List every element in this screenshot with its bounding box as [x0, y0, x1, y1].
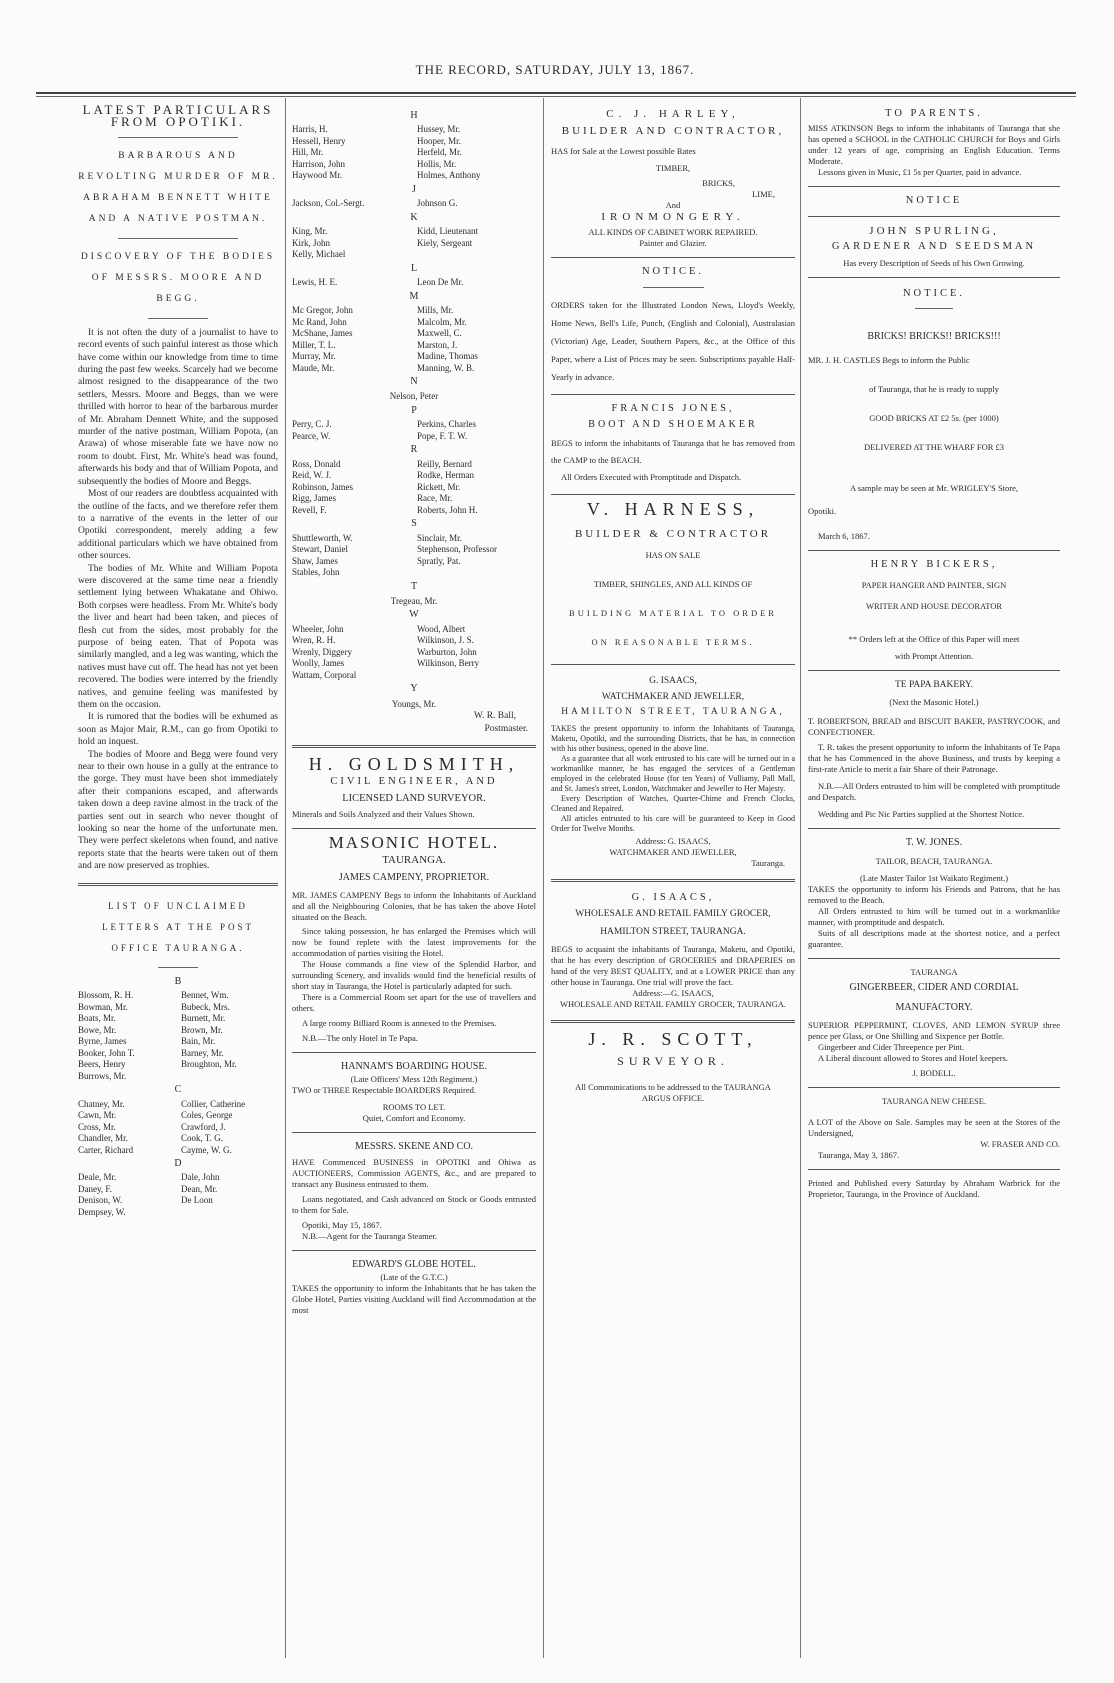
letter-name-entry: Dean, Mr. — [181, 1183, 218, 1194]
letter-name-entry: Dempsey, W. — [78, 1206, 126, 1217]
letter-name-entry: Kirk, John — [292, 237, 330, 248]
letter-name-entry: Miller, T. L. — [292, 339, 336, 350]
article-paragraph: It is not often the duty of a journalist to have to record events of such painful interest as those which have come within our knowledge from time to time during the past few weeks. Scarcely had we become almost resigned to the disappearance of the two settlers, Messrs. Moore and Beggs, than we were thrilled with horror to hear of the barbarous murder of Mr. Abraham Dennett White, and the supposed murder of the native postman, William Popota, (an Arawa) of whose miserable fate we have now no room to doubt. First, Mr. White's head was found, afterwards his body and that of William Popota, and subsequently the bodies of Moore and Beggs. — [78, 327, 278, 487]
isaacs-text: Every Description of Watches, Quarter-Chime and French Clocks, Cleaned and Repaired. — [551, 794, 795, 814]
letter-name-entry: Hessell, Henry — [292, 135, 346, 146]
letter-name-entry: Perkins, Charles — [417, 419, 476, 430]
globe-text: TAKES the opportunity to inform the Inhabitants that he has taken the Globe Hotel, Parties visiting Auckland will find Accommodation at the most — [292, 1282, 536, 1315]
goldsmith-text: Minerals and Soils Analyzed and their Values Shown. — [292, 809, 475, 820]
column-2 — [292, 108, 536, 1316]
article-paragraph: It is rumored that the bodies will be exhumed as soon as Major Mair, R.M., can go from Opotiki to hold an inquest. — [78, 712, 278, 748]
harley-item: ALL KINDS OF CABINET WORK REPAIRED. — [588, 227, 758, 238]
letter-name-entry — [417, 567, 536, 579]
masthead-rule — [36, 92, 1076, 94]
letter-name-entry: Wattam, Corporal — [292, 669, 357, 680]
spurling-trade: GARDENER AND SEEDSMAN — [831, 241, 1037, 253]
letter-heading: Y — [410, 683, 418, 695]
masonic-proprietor: JAMES CAMPENY, PROPRIETOR. — [338, 871, 490, 883]
letter-name-entry: Wheeler, John — [292, 623, 344, 634]
letter-name-entry: Denison, W. — [78, 1195, 123, 1206]
letter-name-entry: Coles, George — [181, 1110, 233, 1120]
letter-name-entry: Boats, Mr. — [78, 1013, 116, 1024]
letter-name-entry: Rickett, Mr. — [417, 481, 461, 492]
letter-name-entry: Jackson, Col.-Sergt. — [292, 198, 365, 209]
bakery-text: N.B.—All Orders entrusted to him will be completed with promptitude and Despatch. — [808, 781, 1060, 803]
letter-name-entry: Barney, Mr. — [181, 1047, 224, 1058]
letter-name-entry: Hill, Mr. — [292, 147, 324, 158]
harness-text: BUILDING MATERIAL TO ORDER — [569, 608, 777, 619]
names-list — [292, 390, 536, 402]
letter-name-entry: Blossom, R. H. — [78, 990, 134, 1001]
column-4 — [808, 108, 1060, 1200]
masonic-title: MASONIC HOTEL. — [328, 833, 500, 853]
letter-name-entry: McShane, James — [292, 328, 353, 339]
masonic-text: A large roomy Billiard Room is annexed to the Premises. — [302, 1018, 497, 1029]
letter-name-entry: King, Mr. — [292, 226, 328, 237]
isaacs-text: As a guarantee that all work entrusted to his care will be turned out in a workmanlike manner, he has engaged the services of a Gentleman employed in the celebrated House (for ten Years) of Vulliamy, Pall Mall, and St. James's street, London, Watchmaker and Jeweller to Her Majesty. — [551, 754, 795, 794]
letter-name-entry: Harris, H. — [292, 124, 328, 135]
letter-name-entry: Mills, Mr. — [417, 305, 454, 316]
masonic-text: MR. JAMES CAMPENY Begs to inform the Inhabitants of Auckland and all the Neighbouring Colonies, that he has taken the above Hotel situated on the Beach. — [292, 890, 536, 923]
skene-text: Loans negotiated, and Cash advanced on Stock or Goods entrusted to them for Sale. — [292, 1194, 536, 1216]
masonic-nb: N.B.—The only Hotel in Te Papa. — [302, 1033, 418, 1044]
ginger-text: A Liberal discount allowed to Stores and Hotel keepers. — [818, 1053, 1009, 1064]
bickers-name: HENRY BICKERS, — [870, 559, 998, 571]
isaacs-name: G. ISAACS, — [649, 676, 697, 687]
ginger-title: TAURANGA — [910, 966, 958, 977]
letter-name-entry: Hollis, Mr. — [417, 158, 457, 169]
letter-name-entry: Cawn, Mr. — [78, 1110, 117, 1120]
bakery-text: T. ROBERTSON, BREAD and BISCUIT BAKER, PASTRYCOOK, and CONFECTIONER. — [808, 716, 1060, 738]
letter-name-entry — [181, 1071, 278, 1083]
letter-heading: S — [411, 518, 417, 530]
notice-text: ORDERS taken for the Illustrated London News, Lloyd's Weekly, Home News, Bell's Life, Punch, (English and Colonial), Australasian (Victorian) Age, Leader, Southern Papers, &c., at the Office of this Paper, where a List of Prices may be seen. Subscriptions payable Half-Yearly in advance. — [551, 299, 795, 382]
isaacs2-addr: Address:—G. ISAACS, — [632, 987, 714, 998]
bickers-text: ** Orders left at the Office of this Paper will meet — [848, 633, 1020, 644]
isaacs2-text: BEGS to acquaint the inhabitants of Tauranga, Maketu, and Opotiki, that he has every description of GROCERIES and DRAPERIES on hand of the very BEST QUALITY, and at a LOWER PRICE than any other house in Tauranga. One trial will prove the fact. — [551, 943, 795, 987]
letter-name-entry: Revell, F. — [292, 504, 327, 515]
letter-name-entry: Carter, Richard — [78, 1144, 134, 1155]
letter-name-entry: Burnett, Mr. — [181, 1013, 226, 1024]
masthead-rule-thin — [36, 96, 1076, 97]
jones-trade: BOOT AND SHOEMAKER — [588, 419, 758, 431]
subheadline: DISCOVERY OF THE BODIES OF MESSRS. MOORE AND BEGG. — [80, 251, 276, 304]
bickers-text: with Prompt Attention. — [894, 650, 974, 661]
isaacs2-sign: WHOLESALE AND RETAIL FAMILY GROCER, TAURANGA. — [559, 998, 787, 1009]
letter-name-entry: Brown, Mr. — [181, 1024, 223, 1035]
bakery-sub: (Next the Masonic Hotel.) — [889, 697, 979, 708]
harness-name: V. HARNESS, — [586, 499, 760, 520]
letter-name-entry: Deale, Mr. — [78, 1172, 117, 1183]
letter-name-entry: Haywood Mr. — [292, 170, 342, 181]
parents-title: TO PARENTS. — [885, 108, 983, 119]
hannam-quiet: Quiet, Comfort and Economy. — [362, 1112, 466, 1123]
letter-heading: T — [410, 580, 418, 592]
letter-name-entry: Wren, R. H. — [292, 635, 336, 646]
tw-text: Suits of all descriptions made at the shortest notice, and a perfect guarantee. — [808, 927, 1060, 949]
subheadline: BARBAROUS AND REVOLTING MURDER OF MR. ABRAHAM BENNETT WHITE AND A NATIVE POSTMAN. — [78, 150, 278, 224]
letter-name-entry — [181, 1207, 278, 1219]
letter-name-entry: Hooper, Mr. — [417, 135, 461, 146]
letter-name-entry: Burrows, Mr. — [78, 1070, 127, 1081]
bakery-text: Wedding and Pic Nic Parties supplied at the Shortest Notice. — [818, 809, 1025, 820]
names-list — [292, 226, 536, 261]
castles-text: A sample may be seen at Mr. WRIGLEY'S Store, — [849, 483, 1019, 494]
column-3 — [551, 108, 795, 1104]
masonic-text: Since taking possession, he has enlarged the Premises which will now be found replete with the latest improvements for the accommodation of parties visiting the Hotel. — [292, 926, 536, 959]
castles-date: March 6, 1867. — [818, 531, 870, 542]
harness-text: HAS ON SALE — [645, 550, 701, 561]
tw-text: TAKES the opportunity to inform his Friends and Patrons, that he has removed to the Beach. — [808, 883, 1060, 905]
letter-name-entry: Beers, Henry — [78, 1059, 126, 1070]
letter-name-entry: Stewart, Daniel — [292, 544, 348, 555]
letter-name-entry: Dale, John — [181, 1172, 220, 1183]
letter-name-entry: Sinclair, Mr. — [417, 532, 462, 543]
letter-name-entry: Youngs, Mr. — [391, 698, 437, 709]
letter-name-entry: Herfeld, Mr. — [417, 147, 462, 158]
letter-name-entry: Shuttleworth, W. — [292, 532, 353, 543]
isaacs2-name: G. ISAACS, — [631, 892, 715, 904]
letter-heading: L — [410, 262, 418, 274]
ginger-line: GINGERBEER, CIDER AND CORDIAL — [849, 981, 1019, 993]
letter-name-entry: Johnson G. — [417, 198, 458, 209]
hannam-text: TWO or THREE Respectable BOARDERS Required. — [292, 1084, 476, 1095]
letter-name-entry: Rodke, Herman — [417, 470, 474, 481]
hannam-sub: (Late Officers' Mess 12th Regiment.) — [350, 1073, 478, 1084]
spurling-name: JOHN SPURLING, — [869, 224, 999, 237]
letter-name-entry: De Loon — [181, 1195, 213, 1206]
letter-name-entry: Booker, John T. — [78, 1047, 135, 1058]
masonic-text: There is a Commercial Room set apart for the use of travellers and others. — [292, 992, 536, 1014]
jones-name: FRANCIS JONES, — [611, 402, 735, 414]
goldsmith-line: CIVIL ENGINEER, AND — [330, 776, 498, 788]
names-list — [292, 305, 536, 374]
skene-title: MESSRS. SKENE AND CO. — [354, 1140, 474, 1152]
headline: LATEST PARTICULARS FROM OPOTIKI. — [82, 102, 274, 130]
letter-name-entry: Rigg, James — [292, 493, 336, 504]
letter-name-entry: Cayme, W. G. — [181, 1144, 232, 1155]
letter-name-entry: Reid, W. J. — [292, 470, 332, 481]
article-paragraph: Most of our readers are doubtless acquainted with the outline of the facts, and we therefore refer them to a narrative of the events in the letter of our Opotiki correspondent, merely adding a few additional particulars which we have obtained from other sources. — [78, 489, 278, 562]
harley-text: HAS for Sale at the Lowest possible Rates — [551, 145, 696, 156]
harley-trade: BUILDER AND CONTRACTOR, — [561, 125, 785, 138]
letter-heading: P — [411, 404, 417, 416]
letter-name-entry: Wilkinson, Berry — [417, 658, 480, 669]
notice-title: NOTICE. — [902, 287, 966, 299]
scott-office: ARGUS OFFICE. — [641, 1092, 705, 1103]
ginger-text: Gingerbeer and Cider Threepence per Pint. — [818, 1042, 965, 1053]
castles-text: MR. J. H. CASTLES Begs to inform the Public — [808, 355, 970, 366]
bakery-title: TE PAPA BAKERY. — [894, 679, 974, 690]
harley-item: And — [665, 199, 681, 210]
names-list — [292, 277, 536, 289]
letter-name-entry: Lewis, H. E. — [292, 277, 338, 288]
letter-name-entry: Roberts, John H. — [417, 504, 478, 515]
ginger-text: SUPERIOR PEPPERMINT, CLOVES, AND LEMON SYRUP three pence per Glass, or One Shilling and Sixpence per Bottle. — [808, 1020, 1060, 1042]
tw-sub: (Late Master Tailor 1st Waikato Regiment.) — [859, 872, 1009, 883]
letter-name-entry: Holmes, Anthony — [417, 170, 481, 181]
letter-name-entry: Collier, Catherine — [181, 1098, 246, 1109]
notice-title: NOTICE — [905, 195, 963, 207]
letter-heading: W — [409, 609, 419, 621]
castles-text: DELIVERED AT THE WHARF FOR £3 — [863, 442, 1005, 453]
letter-name-entry: Tregeau, Mr. — [390, 595, 438, 606]
skene-nb: N.B.—Agent for the Tauranga Steamer. — [302, 1231, 437, 1242]
names-list — [78, 990, 278, 1082]
letter-heading: N — [410, 376, 418, 388]
column-rule — [285, 98, 286, 1658]
letter-name-entry: Perry, C. J. — [292, 419, 332, 430]
isaacs-text: All articles entrusted to his care will be guaranteed to Keep in Good Order for Twelve Months. — [551, 814, 795, 834]
names-list — [292, 419, 536, 442]
goldsmith-name: H. GOLDSMITH, — [308, 753, 520, 774]
letter-heading: J — [412, 183, 416, 195]
letter-name-entry: Pope, F. T. W. — [417, 430, 468, 441]
isaacs-town: Tauranga. — [751, 858, 785, 869]
names-list — [292, 698, 536, 710]
cheese-date: Tauranga, May 3, 1867. — [818, 1150, 900, 1161]
cheese-sign: W. FRASER AND CO. — [980, 1139, 1060, 1150]
jones-text: All Orders Executed with Promptitude and Dispatch. — [561, 472, 742, 483]
article-paragraph: The bodies of Moore and Begg were found very near to their own house in a gully at the entrance to the gorge. They must have been shot immediately after their companions escaped, and afterwards taken down a deep ravine almost in the track of the parties sent out in search who never thought of looking so near the home of the unfortunate men. They were perfect skeletons when found, and native reports state that the hearts were taken out of them and are now preserved as trophies. — [78, 749, 278, 872]
parents-text: MISS ATKINSON Begs to inform the inhabitants of Tauranga that she has opened a SCHOOL in the CATHOLIC CHURCH for Boys and Girls under 12 years of age, comprising an English Education. Terms Moderate. — [808, 123, 1060, 167]
letter-name-entry: Kidd, Lieutenant — [417, 226, 478, 237]
letter-name-entry: Maxwell, C. — [417, 328, 462, 339]
harness-trade: BUILDER & CONTRACTOR — [574, 527, 772, 540]
ginger-line: MANUFACTORY. — [895, 1002, 973, 1014]
article-paragraph: The bodies of Mr. White and William Popota were discovered at the same time near a friendly settlement lying between Whakatane and Ohiwo. Both corpses were headless. From Mr. White's body the liver and heart had been taken, and pieces of flesh cut from the sides, most probably for the purpose of being eaten. That of Popota was similarly mangled, and a leg was wanting, which the natives must have cut off. The head has not yet been recovered. The bodies were interred by the friendly natives, and genuine feeling was manifested by them on the occasion. — [78, 563, 278, 710]
letter-name-entry: Hussey, Mr. — [417, 124, 461, 135]
imprint: Printed and Published every Saturday by Abraham Warbrick for the Proprietor, Tauranga, in the Province of Auckland. — [808, 1178, 1060, 1200]
letter-name-entry: Nelson, Peter — [389, 391, 439, 402]
isaacs-street: HAMILTON STREET, TAURANGA, — [561, 707, 785, 718]
cheese-title: TAURANGA NEW CHEESE. — [881, 1096, 987, 1107]
letter-name-entry: Wood, Albert — [417, 623, 466, 634]
bricks-heading: BRICKS! BRICKS!! BRICKS!!! — [867, 331, 1001, 343]
scott-name: J. R. SCOTT, — [588, 1028, 758, 1049]
isaacs-text: TAKES the present opportunity to inform the Inhabitants of Tauranga, Maketu, Opotiki, and the surrounding Districts, that he has, in connection with his other business, opened in the above line. — [551, 724, 795, 754]
letter-name-entry: Warburton, John — [417, 646, 477, 657]
letter-heading: M — [409, 290, 419, 302]
letter-name-entry: Pearce, W. — [292, 430, 331, 441]
scott-text: All Communications to be addressed to the TAURANGA — [575, 1081, 771, 1092]
letter-name-entry: Leon De Mr. — [417, 277, 464, 288]
names-list — [292, 124, 536, 182]
harley-name: C. J. HARLEY, — [606, 108, 740, 120]
letter-name-entry: Byrne, James — [78, 1036, 127, 1047]
tw-name: T. W. JONES. — [905, 837, 963, 849]
globe-sub: (Late of the G.T.C.) — [380, 1271, 448, 1282]
letter-name-entry: Maude, Mr. — [292, 362, 335, 373]
skene-date: Opotiki, May 15, 1867. — [302, 1220, 382, 1231]
letter-name-entry: Cross, Mr. — [78, 1121, 116, 1132]
parents-text: Lessons given in Music, £1 5s per Quarter, paid in advance. — [818, 167, 1022, 178]
skene-text: HAVE Commenced BUSINESS in OPOTIKI and Ohiwa as AUCTIONEERS, Commission AGENTS, &c., and are prepared to transact any Business entrusted to them. — [292, 1157, 536, 1190]
letter-name-entry: Wrenly, Diggery — [292, 646, 353, 657]
letter-heading: C — [174, 1084, 182, 1096]
goldsmith-line: LICENSED LAND SURVEYOR. — [342, 792, 486, 804]
names-list — [292, 624, 536, 682]
harley-item: Painter and Glazier. — [639, 238, 707, 249]
letter-name-entry: Manning, W. B. — [417, 362, 475, 373]
scott-trade: SURVEYOR. — [617, 1054, 729, 1069]
letter-heading: K — [410, 211, 418, 223]
castles-text: GOOD BRICKS AT £2 5s. (per 1000) — [869, 413, 999, 424]
isaacs-trade: WATCHMAKER AND JEWELLER, — [601, 691, 745, 702]
bickers-text: WRITER AND HOUSE DECORATOR — [865, 600, 1003, 611]
letter-name-entry: Harrison, John — [292, 158, 345, 169]
letter-heading: R — [410, 444, 418, 456]
masthead: THE RECORD, SATURDAY, JULY 13, 1867. — [415, 62, 695, 77]
isaacs-addr: Address: G. ISAACS, — [635, 836, 711, 847]
names-list — [78, 1172, 278, 1218]
harley-item: IRONMONGERY. — [601, 210, 745, 223]
letter-name-entry: Cook, T. G. — [181, 1133, 223, 1143]
names-list — [292, 198, 536, 210]
names-list — [292, 533, 536, 579]
letters-list-title: LIST OF UNCLAIMED LETTERS AT THE POST OFFICE TAURANGA. — [102, 900, 254, 953]
letter-name-entry: Murray, Mr. — [292, 351, 336, 362]
spurling-text: Has every Description of Seeds of his Own Growing. — [843, 257, 1025, 268]
ginger-sign: J. BODELL. — [912, 1068, 956, 1079]
letter-heading: D — [174, 1158, 182, 1169]
letter-name-entry: Spratly, Pat. — [417, 555, 461, 566]
isaacs2-street: HAMILTON STREET, TAURANGA. — [600, 927, 746, 938]
letter-name-entry: Kelly, Michael — [292, 249, 346, 260]
names-list — [78, 1099, 278, 1157]
letter-name-entry: Crawford, J. — [181, 1121, 226, 1132]
column-1 — [78, 104, 278, 1218]
letter-name-entry: Broughton, Mr. — [181, 1059, 237, 1070]
letter-heading: B — [174, 975, 182, 987]
letter-name-entry: Mc Gregor, John — [292, 305, 353, 316]
letter-name-entry: Daney, F. — [78, 1183, 112, 1194]
notice-title: NOTICE. — [641, 266, 705, 278]
letter-name-entry: Race, Mr. — [417, 493, 453, 504]
isaacs2-trade: WHOLESALE AND RETAIL FAMILY GROCER, — [575, 908, 771, 919]
postmaster-signature: W. R. Ball, — [473, 711, 516, 722]
letter-name-entry: Robinson, James — [292, 481, 354, 492]
names-list — [292, 595, 536, 607]
harley-item: TIMBER, — [655, 162, 691, 173]
hannam-rooms: ROOMS TO LET. — [382, 1101, 446, 1112]
letter-name-entry: Reilly, Bernard — [417, 458, 472, 469]
harness-text: ON REASONABLE TERMS. — [591, 637, 755, 648]
letter-heading: H — [410, 110, 418, 121]
letter-name-entry: Stephenson, Professor — [417, 544, 497, 555]
tw-text: All Orders entrusted to him will be turned out in a workmanlike manner, with promptitude and despatch. — [808, 905, 1060, 927]
bickers-text: PAPER HANGER AND PAINTER, SIGN — [861, 579, 1007, 590]
letter-name-entry: Bennet, Wm. — [181, 990, 229, 1001]
letter-name-entry: Bain, Mr. — [181, 1036, 216, 1047]
letter-name-entry: Kiely, Sergeant — [417, 237, 473, 248]
letter-name-entry: Woolly, James — [292, 658, 345, 669]
masonic-place: TAURANGA. — [382, 853, 446, 866]
masonic-text: The House commands a fine view of the Splendid Harbor, and surrounding Scenery, and invalids would find the beneficial results of short stay in Tauranga, the Hotel is particularly adapted for such. — [292, 959, 536, 992]
letter-name-entry: Marston, J. — [417, 339, 458, 350]
column-rule — [543, 98, 544, 1658]
letter-name-entry: Chandler, Mr. — [78, 1133, 128, 1143]
hannam-title: HANNAM'S BOARDING HOUSE. — [341, 1061, 487, 1073]
letter-name-entry — [417, 670, 536, 682]
harness-text: TIMBER, SHINGLES, AND ALL KINDS OF — [593, 579, 753, 590]
column-rule — [800, 98, 801, 1658]
tw-trade: TAILOR, BEACH, TAURANGA. — [875, 855, 993, 866]
letter-name-entry: Stables, John — [292, 567, 340, 578]
names-list — [292, 459, 536, 517]
letter-name-entry: Ross, Donald — [292, 458, 341, 469]
bakery-text: T. R. takes the present opportunity to inform the Inhabitants of Te Papa that he has Commenced in the above Business, and trusts by keeping a first-rate Article to merit a fair Share of their Patronage. — [808, 742, 1060, 775]
letter-name-entry: Wilkinson, J. S. — [417, 635, 474, 646]
letter-name-entry — [417, 249, 536, 261]
letter-name-entry: Bowman, Mr. — [78, 1001, 128, 1012]
harley-item: BRICKS, — [702, 177, 735, 188]
jones-text: BEGS to inform the inhabitants of Tauranga that he has removed from the CAMP to the BEACH. — [551, 438, 795, 466]
letter-name-entry: Malcolm, Mr. — [417, 316, 467, 327]
castles-text: of Tauranga, that he is ready to supply — [868, 384, 1000, 395]
letter-name-entry: Shaw, James — [292, 555, 338, 566]
letter-name-entry: Bowe, Mr. — [78, 1024, 117, 1035]
letter-name-entry: Madine, Thomas — [417, 351, 478, 362]
isaacs-sign: WATCHMAKER AND JEWELLER, — [609, 847, 737, 858]
letter-name-entry: Chatney, Mr. — [78, 1098, 125, 1109]
harley-item: LIME, — [752, 188, 775, 199]
letter-name-entry: Bubeck, Mrs. — [181, 1001, 230, 1012]
cheese-text: A LOT of the Above on Sale. Samples may be seen at the Stores of the Undersigned, — [808, 1117, 1060, 1139]
globe-title: EDWARD'S GLOBE HOTEL. — [352, 1259, 476, 1271]
castles-text: Opotiki. — [808, 506, 837, 517]
postmaster-title: Postmaster. — [484, 723, 528, 734]
letter-name-entry: Mc Rand, John — [292, 316, 347, 327]
